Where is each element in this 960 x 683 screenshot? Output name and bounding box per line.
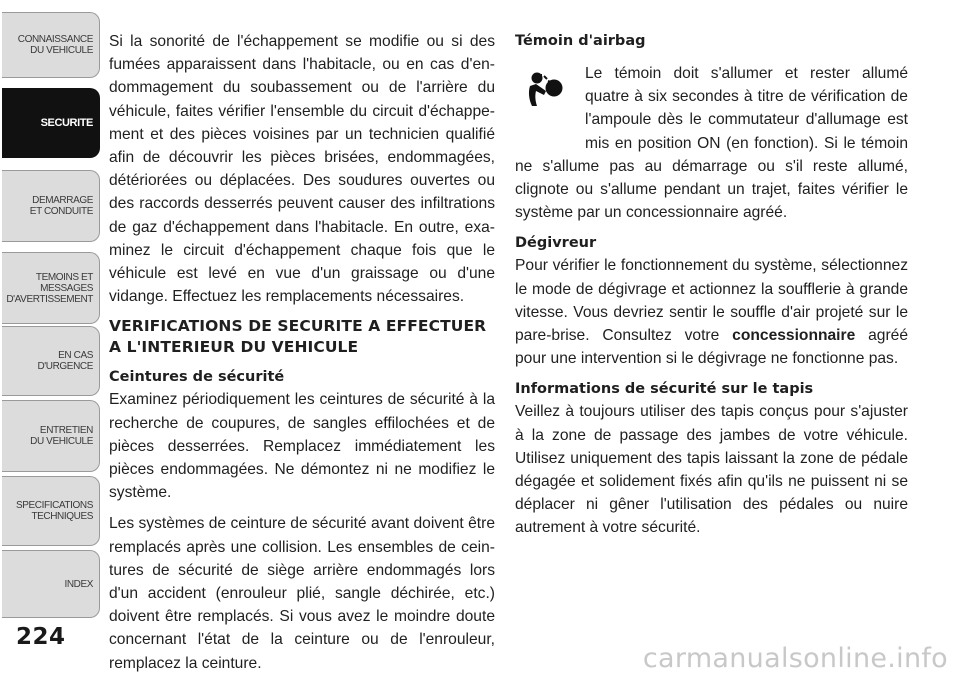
tab-specifications-techniques[interactable] [2, 476, 100, 546]
floor-mats-title: Informations de sécurité sur le tapis [515, 381, 814, 398]
tab-securite[interactable] [2, 88, 100, 158]
airbag-paragraph: Le témoin doit s'allumer et rester allumé quatre à six secondes à titre de vérification de l'ampoule dès le commutateur d'allumage est mis en position ON (en fonction). Si le témoin ne s'allume pas au démarrage ou s'il reste allumé, clignote ou s'allume pendant un trajet, faites vérifier le système par un concessionnaire agréé. [515, 65, 908, 222]
defrost-paragraph [515, 254, 908, 370]
tab-connaissance-du-vehicule[interactable] [2, 12, 100, 78]
page-number: 224 [16, 624, 66, 650]
left-column [109, 30, 495, 683]
tab-label: CONNAISSANCE DU VEHICULE [17, 34, 93, 56]
tab-label: SPECIFICATIONS TECHNIQUES [15, 500, 93, 522]
tab-label: SECURITE [40, 116, 93, 129]
defrost-text-b: agréé pour une intervention si le dégivrage ne fonctionne pas. [515, 327, 909, 368]
tab-label: ENTRETIEN DU VEHICULE [30, 425, 93, 447]
tab-label: DEMARRAGE ET CONDUITE [29, 195, 93, 217]
watermark: carmanualsonline.info [642, 643, 948, 674]
exhaust-paragraph: Si la sonorité de l'échappement se modifie ou si des fumées apparaissent dans l'habitacle, ou en cas d'endommagement du soubassement ou de l'arrière du véhicule, faites vérifier l'ensemble du circuit d'échappement et des pièces voisines par un technicien qualifié afin de découvrir les pièces brisées, endommagées, détériorées ou déplacées. Des soudures ouvertes ou des raccords desserrés peuvent causer des infiltrations de gaz d'échappement dans l'habitacle. En outre, examinez le circuit d'échappement chaque fois que le véhicule est levé en vue d'un graissage ou d'une vidange. Effectuez les remplacements nécessaires. [109, 33, 495, 306]
floor-mats-paragraph: Veillez à toujours utiliser des tapis conçus pour s'ajuster à la zone de passage des jambes de votre véhicule. Utilisez uniquement des tapis laissant la zone de pédale dégagée et solidement fixés afin qu'ils ne puissent ni se déplacer ni gêner l'utilisation des pédales ou nuire autrement à votre sécurité. [515, 403, 908, 537]
defrost-title: Dégivreur [515, 235, 597, 252]
airbag-section [515, 62, 908, 224]
airbag-title: Témoin d'airbag [515, 33, 646, 49]
airbag-warning-icon [515, 70, 573, 142]
tab-label: EN CAS D'URGENCE [37, 350, 93, 372]
right-column [515, 30, 908, 548]
tab-index[interactable] [2, 550, 100, 618]
tab-temoins-et-messages[interactable] [2, 252, 100, 324]
seatbelts-title: Ceintures de sécurité [109, 369, 285, 386]
defrost-section [515, 232, 908, 370]
chapter-tabs [0, 0, 103, 640]
section-heading: VERIFICATIONS DE SECURITE A EFFECTUER A L'INTERIEUR DU VEHICULE [109, 317, 487, 357]
defrost-text-a: Pour vérifier le fonctionnement du système, sélectionnez le mode de dégivrage et actionnez la soufflerie à grande vitesse. Vous devriez sentir le souffle d'air projeté sur le pare-brise. Consultez votre [515, 257, 908, 345]
tab-label: INDEX [64, 578, 93, 590]
seatbelts-section [109, 366, 495, 504]
tab-en-cas-d-urgence[interactable] [2, 326, 100, 396]
seatbelts-paragraph-2: Les systèmes de ceinture de sécurité avant doivent être remplacés après une collision. Les ensembles de ceintures de sécurité de siège arrière endommagés lors d'un accident (enrouleur plié, sangle déchirée, etc.) doivent être remplacés. Si vous avez le moindre doute concernant l'état de la ceinture ou de l'enrouleur, remplacez la ceinture. [109, 515, 495, 672]
tab-entretien-du-vehicule[interactable] [2, 400, 100, 472]
floor-mats-section [515, 378, 908, 539]
tab-label: TEMOINS ET MESSAGES D'AVERTISSEMENT [6, 271, 93, 305]
seatbelts-paragraph-1: Examinez périodiquement les ceintures de sécurité à la recherche de coupures, de sangles effilochées et de pièces desserrées. Remplacez immédiatement les pièces endommagées. Ne démontez ni ne modifiez le système. [109, 391, 495, 502]
tab-demarrage-et-conduite[interactable] [2, 170, 100, 242]
dealer-link-text: concessionnaire [732, 327, 856, 345]
